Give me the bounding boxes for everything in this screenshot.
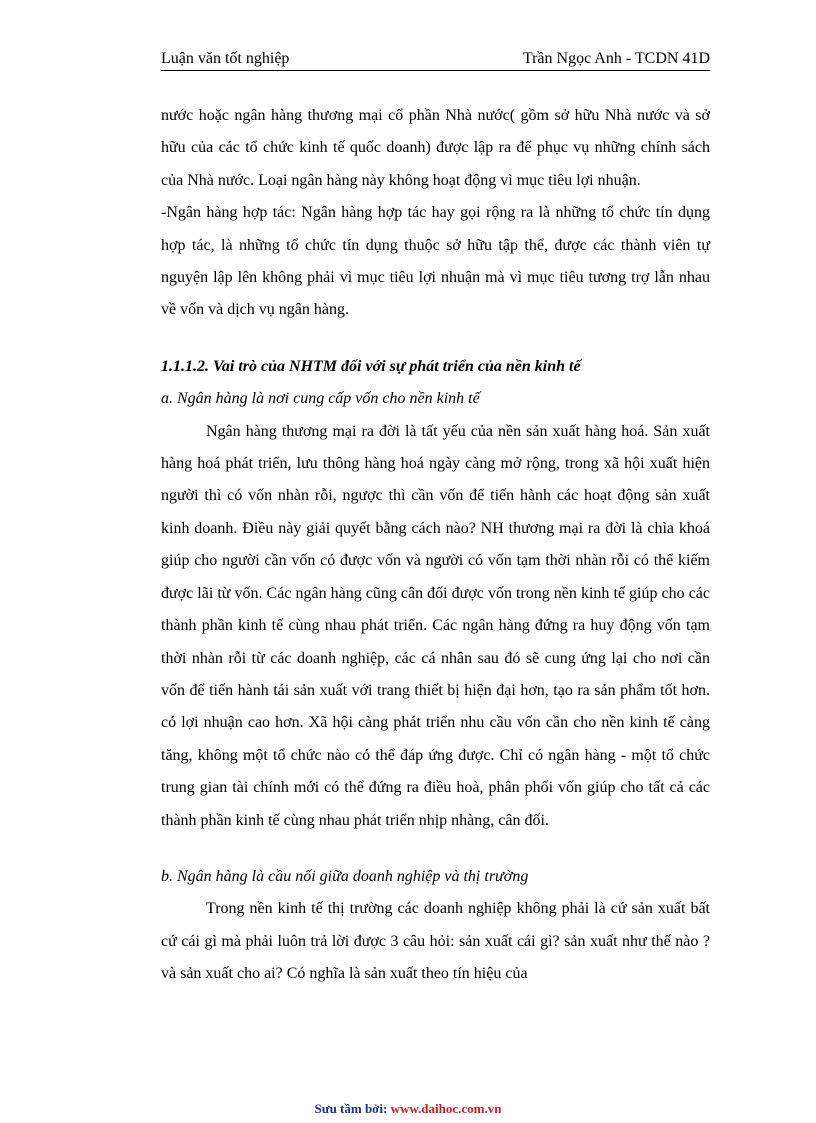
- header-right-author: Trần Ngọc Anh - TCDN 41D: [522, 50, 710, 67]
- paragraph-2: -Ngân hàng hợp tác: Ngân hàng hợp tác hay gọi rộng ra là những tổ chức tín dụng hợp tác, là những tổ chức tín dụng thuộc sở hữu tập thể, được các thành viên tự nguyện lập lên không phải vì mục tiêu lợi nhuận mà vì mục tiêu tương trợ lẫn nhau về vốn và dịch vụ ngân hàng.: [161, 204, 710, 319]
- paragraph-4: Trong nền kinh tế thị trường các doanh nghiệp không phải là cứ sản xuất bất cứ cái gì mà phải luôn trả lời được 3 câu hỏi: sản xuất cái gì? sản xuất như thế nào ? và sản xuất cho ai? Có nghĩa là sản xuất theo tín hiệu của: [161, 900, 710, 983]
- paragraph-1: nước hoặc ngân hàng thương mại cổ phần Nhà nước( gồm sở hữu Nhà nước và sở hữu của các tổ chức kinh tế quốc doanh) được lập ra để phục vụ những chính sách của Nhà nước. Loại ngân hàng này không hoạt động vì mục tiêu lợi nhuận.: [161, 107, 710, 189]
- page-footer: [0, 1101, 816, 1117]
- section-heading: 1.1.1.2. Vai trò của NHTM đối với sự phát triển của nền kinh tế: [161, 357, 581, 375]
- footer-label: Sưu tầm bởi:: [314, 1101, 388, 1116]
- document-body: [161, 100, 710, 991]
- subheading-a: a. Ngân hàng là nơi cung cấp vốn cho nền kinh tế: [161, 390, 480, 408]
- paragraph-3: Ngân hàng thương mại ra đời là tất yếu của nền sản xuất hàng hoá. Sản xuất hàng hoá phát triển, lưu thông hàng hoá ngày càng mở rộng, trong xã hội xuất hiện người thì có vốn nhàn rỗi, ngược thì cần vốn để tiến hành các hoạt động sản xuất kinh doanh. Điều này giải quyết bằng cách nào? NH thương mại ra đời là chìa khoá giúp cho người cần vốn có được vốn và người có vốn tạm thời nhàn rỗi có thể kiếm được lãi từ vốn. Các ngân hàng cũng cân đối được vốn trong nền kinh tế giúp cho các thành phần kinh tế cùng nhau phát triển. Các ngân hàng đứng ra huy động vốn tạm thời nhàn rỗi từ các doanh nghiệp, các cá nhân sau đó sẽ cung ứng lại cho nơi cần vốn để tiến hành tái sản xuất với trang thiết bị hiện đại hơn, tạo ra sản phẩm tốt hơn. có lợi nhuận cao hơn. Xã hội càng phát triển nhu cầu vốn cần cho nền kinh tế càng tăng, không một tổ chức nào có thể đáp ứng được. Chỉ có ngân hàng - một tổ chức trung gian tài chính mới có thể đứng ra điều hoà, phân phối vốn giúp cho tất cả các thành phần kinh tế cùng nhau phát triển nhịp nhàng, cân đối.: [161, 422, 710, 829]
- footer-link[interactable]: www.daihoc.com.vn: [390, 1101, 502, 1116]
- header-left-title: Luận văn tốt nghiệp: [161, 50, 290, 67]
- subheading-b: b. Ngân hàng là cầu nối giữa doanh nghiệp và thị trường: [161, 867, 529, 885]
- page-header: [161, 50, 710, 71]
